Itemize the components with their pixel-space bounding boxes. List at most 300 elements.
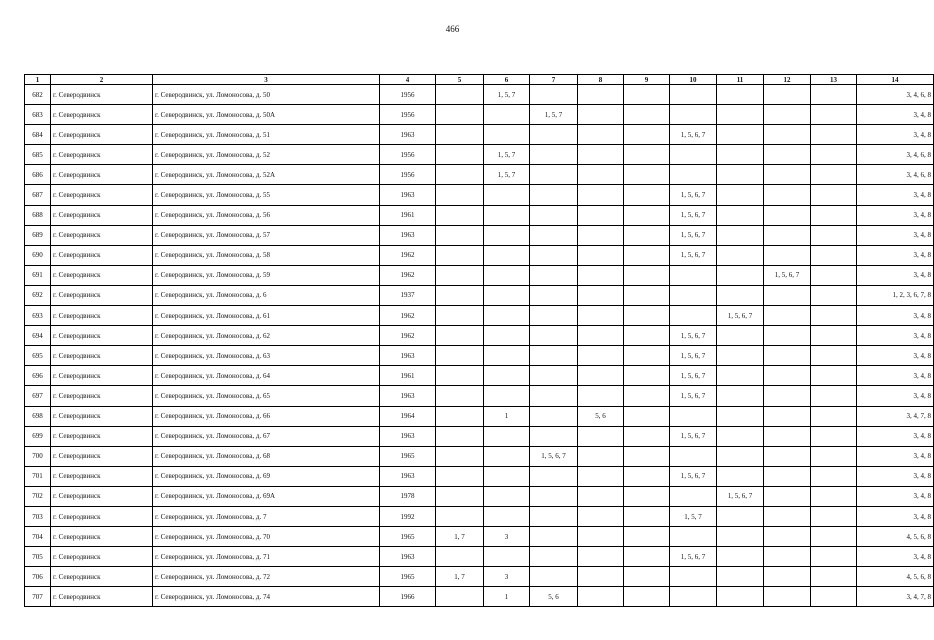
col-9-cell	[624, 145, 670, 165]
col-10-cell: 1, 5, 6, 7	[670, 326, 717, 346]
settlement-cell: г. Северодвинск	[51, 466, 153, 486]
col-12-cell	[764, 506, 811, 526]
settlement-cell: г. Северодвинск	[51, 245, 153, 265]
col-13-cell	[811, 446, 857, 466]
settlement-cell: г. Северодвинск	[51, 165, 153, 185]
settlement-cell: г. Северодвинск	[51, 366, 153, 386]
col-7-cell	[530, 346, 578, 366]
col-6-cell	[484, 185, 530, 205]
table-row	[25, 506, 934, 526]
col-6-cell: 3	[484, 527, 530, 547]
col-10-cell	[670, 587, 717, 607]
col-6-cell: 1, 5, 7	[484, 165, 530, 185]
address-cell: г. Северодвинск, ул. Ломоносова, д. 65	[153, 386, 380, 406]
col-7-cell	[530, 506, 578, 526]
col-14-cell: 3, 4, 8	[857, 105, 934, 125]
col-13-cell	[811, 145, 857, 165]
col-13-cell	[811, 366, 857, 386]
address-cell: г. Северодвинск, ул. Ломоносова, д. 52	[153, 145, 380, 165]
address-cell: г. Северодвинск, ул. Ломоносова, д. 52А	[153, 165, 380, 185]
settlement-cell: г. Северодвинск	[51, 265, 153, 285]
col-12-cell	[764, 466, 811, 486]
row-number-cell: 688	[25, 205, 51, 225]
table-row	[25, 486, 934, 506]
settlement-cell: г. Северодвинск	[51, 446, 153, 466]
year-built-cell: 1956	[380, 105, 436, 125]
row-number-cell: 693	[25, 306, 51, 326]
col-11-cell	[717, 446, 764, 466]
col-6-cell: 1, 5, 7	[484, 85, 530, 105]
table-row	[25, 185, 934, 205]
year-built-cell: 1964	[380, 406, 436, 426]
year-built-cell: 1962	[380, 245, 436, 265]
address-cell: г. Северодвинск, ул. Ломоносова, д. 56	[153, 205, 380, 225]
col-10-cell	[670, 285, 717, 305]
col-5-cell	[436, 346, 484, 366]
col-11-cell	[717, 366, 764, 386]
col-11-cell	[717, 587, 764, 607]
col-14-cell: 3, 4, 7, 8	[857, 587, 934, 607]
col-8-cell	[578, 527, 624, 547]
col-7-cell	[530, 326, 578, 346]
col-11-cell	[717, 346, 764, 366]
col-12-cell	[764, 185, 811, 205]
year-built-cell: 1962	[380, 326, 436, 346]
col-9-cell	[624, 326, 670, 346]
col-10-cell: 1, 5, 6, 7	[670, 185, 717, 205]
col-11-cell	[717, 265, 764, 285]
table-row	[25, 125, 934, 145]
col-13-cell	[811, 306, 857, 326]
column-header: 10	[670, 75, 717, 85]
col-13-cell	[811, 185, 857, 205]
col-10-cell: 1, 5, 6, 7	[670, 466, 717, 486]
col-5-cell	[436, 125, 484, 145]
address-cell: г. Северодвинск, ул. Ломоносова, д. 59	[153, 265, 380, 285]
col-12-cell	[764, 225, 811, 245]
col-11-cell	[717, 225, 764, 245]
col-5-cell	[436, 426, 484, 446]
col-12-cell	[764, 205, 811, 225]
col-14-cell: 3, 4, 8	[857, 506, 934, 526]
col-13-cell	[811, 466, 857, 486]
col-11-cell	[717, 165, 764, 185]
table-row	[25, 406, 934, 426]
col-8-cell	[578, 426, 624, 446]
column-header: 12	[764, 75, 811, 85]
col-9-cell	[624, 306, 670, 326]
address-cell: г. Северодвинск, ул. Ломоносова, д. 74	[153, 587, 380, 607]
col-7-cell	[530, 547, 578, 567]
col-6-cell	[484, 285, 530, 305]
col-10-cell	[670, 85, 717, 105]
settlement-cell: г. Северодвинск	[51, 547, 153, 567]
col-9-cell	[624, 426, 670, 446]
table-row	[25, 165, 934, 185]
year-built-cell: 1992	[380, 506, 436, 526]
col-5-cell	[436, 165, 484, 185]
settlement-cell: г. Северодвинск	[51, 125, 153, 145]
col-7-cell	[530, 245, 578, 265]
table-row	[25, 547, 934, 567]
row-number-cell: 685	[25, 145, 51, 165]
address-cell: г. Северодвинск, ул. Ломоносова, д. 70	[153, 527, 380, 547]
col-5-cell	[436, 386, 484, 406]
col-5-cell	[436, 205, 484, 225]
col-9-cell	[624, 205, 670, 225]
col-8-cell	[578, 567, 624, 587]
year-built-cell: 1956	[380, 165, 436, 185]
col-9-cell	[624, 386, 670, 406]
col-5-cell	[436, 306, 484, 326]
col-12-cell	[764, 85, 811, 105]
table-row	[25, 466, 934, 486]
settlement-cell: г. Северодвинск	[51, 406, 153, 426]
col-6-cell	[484, 506, 530, 526]
row-number-cell: 699	[25, 426, 51, 446]
col-9-cell	[624, 85, 670, 105]
year-built-cell: 1978	[380, 486, 436, 506]
row-number-cell: 691	[25, 265, 51, 285]
col-14-cell: 3, 4, 8	[857, 446, 934, 466]
col-8-cell	[578, 125, 624, 145]
row-number-cell: 690	[25, 245, 51, 265]
col-10-cell	[670, 165, 717, 185]
col-7-cell	[530, 225, 578, 245]
year-built-cell: 1937	[380, 285, 436, 305]
settlement-cell: г. Северодвинск	[51, 346, 153, 366]
table-row	[25, 245, 934, 265]
table-row	[25, 265, 934, 285]
col-14-cell: 3, 4, 8	[857, 346, 934, 366]
col-12-cell	[764, 165, 811, 185]
col-5-cell	[436, 225, 484, 245]
col-13-cell	[811, 225, 857, 245]
col-10-cell	[670, 406, 717, 426]
col-13-cell	[811, 285, 857, 305]
col-11-cell	[717, 466, 764, 486]
col-5-cell	[436, 265, 484, 285]
row-number-cell: 700	[25, 446, 51, 466]
col-12-cell: 1, 5, 6, 7	[764, 265, 811, 285]
address-cell: г. Северодвинск, ул. Ломоносова, д. 66	[153, 406, 380, 426]
address-cell: г. Северодвинск, ул. Ломоносова, д. 61	[153, 306, 380, 326]
year-built-cell: 1961	[380, 205, 436, 225]
column-header: 11	[717, 75, 764, 85]
col-7-cell	[530, 527, 578, 547]
col-9-cell	[624, 506, 670, 526]
col-9-cell	[624, 547, 670, 567]
address-cell: г. Северодвинск, ул. Ломоносова, д. 7	[153, 506, 380, 526]
col-6-cell	[484, 547, 530, 567]
col-9-cell	[624, 527, 670, 547]
col-11-cell	[717, 205, 764, 225]
col-12-cell	[764, 406, 811, 426]
col-12-cell	[764, 125, 811, 145]
settlement-cell: г. Северодвинск	[51, 326, 153, 346]
row-number-cell: 707	[25, 587, 51, 607]
settlement-cell: г. Северодвинск	[51, 486, 153, 506]
address-cell: г. Северодвинск, ул. Ломоносова, д. 69А	[153, 486, 380, 506]
year-built-cell: 1956	[380, 145, 436, 165]
col-6-cell	[484, 346, 530, 366]
table-row	[25, 446, 934, 466]
col-12-cell	[764, 145, 811, 165]
address-cell: г. Северодвинск, ул. Ломоносова, д. 72	[153, 567, 380, 587]
col-9-cell	[624, 165, 670, 185]
col-14-cell: 3, 4, 7, 8	[857, 406, 934, 426]
col-10-cell: 1, 5, 6, 7	[670, 426, 717, 446]
col-12-cell	[764, 306, 811, 326]
table-row	[25, 306, 934, 326]
col-10-cell	[670, 446, 717, 466]
row-number-cell: 692	[25, 285, 51, 305]
address-cell: г. Северодвинск, ул. Ломоносова, д. 68	[153, 446, 380, 466]
year-built-cell: 1965	[380, 567, 436, 587]
col-5-cell	[436, 326, 484, 346]
col-7-cell	[530, 466, 578, 486]
col-13-cell	[811, 386, 857, 406]
col-13-cell	[811, 587, 857, 607]
col-7-cell: 1, 5, 7	[530, 105, 578, 125]
col-5-cell	[436, 406, 484, 426]
col-6-cell	[484, 386, 530, 406]
row-number-cell: 696	[25, 366, 51, 386]
settlement-cell: г. Северодвинск	[51, 145, 153, 165]
column-header: 6	[484, 75, 530, 85]
col-13-cell	[811, 205, 857, 225]
settlement-cell: г. Северодвинск	[51, 567, 153, 587]
col-10-cell	[670, 486, 717, 506]
col-7-cell	[530, 285, 578, 305]
col-6-cell	[484, 225, 530, 245]
col-10-cell: 1, 5, 6, 7	[670, 245, 717, 265]
address-cell: г. Северодвинск, ул. Ломоносова, д. 6	[153, 285, 380, 305]
row-number-cell: 698	[25, 406, 51, 426]
table-row	[25, 85, 934, 105]
address-cell: г. Северодвинск, ул. Ломоносова, д. 63	[153, 346, 380, 366]
col-9-cell	[624, 285, 670, 305]
col-14-cell: 3, 4, 6, 8	[857, 145, 934, 165]
col-14-cell: 3, 4, 6, 8	[857, 165, 934, 185]
col-5-cell	[436, 486, 484, 506]
col-6-cell	[484, 486, 530, 506]
col-8-cell: 5, 6	[578, 406, 624, 426]
col-14-cell: 3, 4, 8	[857, 306, 934, 326]
col-14-cell: 3, 4, 8	[857, 326, 934, 346]
col-9-cell	[624, 587, 670, 607]
col-5-cell	[436, 506, 484, 526]
row-number-cell: 703	[25, 506, 51, 526]
col-14-cell: 4, 5, 6, 8	[857, 567, 934, 587]
col-9-cell	[624, 125, 670, 145]
col-5-cell	[436, 85, 484, 105]
col-14-cell: 3, 4, 8	[857, 547, 934, 567]
col-14-cell: 3, 4, 8	[857, 466, 934, 486]
year-built-cell: 1962	[380, 306, 436, 326]
col-8-cell	[578, 205, 624, 225]
col-11-cell	[717, 125, 764, 145]
col-9-cell	[624, 225, 670, 245]
col-10-cell: 1, 5, 7	[670, 506, 717, 526]
year-built-cell: 1965	[380, 446, 436, 466]
col-13-cell	[811, 426, 857, 446]
col-8-cell	[578, 245, 624, 265]
column-header: 4	[380, 75, 436, 85]
col-6-cell	[484, 326, 530, 346]
col-14-cell: 3, 4, 8	[857, 225, 934, 245]
col-6-cell	[484, 366, 530, 386]
col-7-cell	[530, 306, 578, 326]
col-5-cell	[436, 185, 484, 205]
row-number-cell: 682	[25, 85, 51, 105]
col-10-cell	[670, 265, 717, 285]
address-cell: г. Северодвинск, ул. Ломоносова, д. 50	[153, 85, 380, 105]
year-built-cell: 1963	[380, 547, 436, 567]
col-7-cell	[530, 426, 578, 446]
year-built-cell: 1966	[380, 587, 436, 607]
col-6-cell: 3	[484, 567, 530, 587]
col-5-cell	[436, 466, 484, 486]
col-7-cell	[530, 567, 578, 587]
column-header: 3	[153, 75, 380, 85]
col-5-cell	[436, 105, 484, 125]
col-14-cell: 3, 4, 8	[857, 486, 934, 506]
col-14-cell: 3, 4, 8	[857, 265, 934, 285]
col-11-cell	[717, 145, 764, 165]
address-cell: г. Северодвинск, ул. Ломоносова, д. 51	[153, 125, 380, 145]
col-10-cell: 1, 5, 6, 7	[670, 366, 717, 386]
col-6-cell	[484, 105, 530, 125]
col-6-cell	[484, 265, 530, 285]
col-13-cell	[811, 406, 857, 426]
settlement-cell: г. Северодвинск	[51, 105, 153, 125]
col-11-cell: 1, 5, 6, 7	[717, 306, 764, 326]
col-8-cell	[578, 225, 624, 245]
column-header: 9	[624, 75, 670, 85]
col-5-cell	[436, 285, 484, 305]
col-13-cell	[811, 85, 857, 105]
table-row	[25, 285, 934, 305]
col-10-cell: 1, 5, 6, 7	[670, 205, 717, 225]
col-7-cell: 1, 5, 6, 7	[530, 446, 578, 466]
col-14-cell: 3, 4, 8	[857, 125, 934, 145]
col-8-cell	[578, 105, 624, 125]
col-6-cell: 1, 5, 7	[484, 145, 530, 165]
row-number-cell: 701	[25, 466, 51, 486]
col-6-cell	[484, 245, 530, 265]
col-10-cell	[670, 105, 717, 125]
col-9-cell	[624, 105, 670, 125]
col-11-cell	[717, 567, 764, 587]
table-row	[25, 205, 934, 225]
col-12-cell	[764, 486, 811, 506]
col-9-cell	[624, 245, 670, 265]
row-number-cell: 702	[25, 486, 51, 506]
col-11-cell	[717, 527, 764, 547]
address-cell: г. Северодвинск, ул. Ломоносова, д. 50А	[153, 105, 380, 125]
col-13-cell	[811, 105, 857, 125]
col-10-cell	[670, 145, 717, 165]
col-6-cell	[484, 446, 530, 466]
header-row	[25, 75, 934, 85]
col-8-cell	[578, 466, 624, 486]
col-12-cell	[764, 587, 811, 607]
year-built-cell: 1956	[380, 85, 436, 105]
col-12-cell	[764, 346, 811, 366]
col-7-cell	[530, 486, 578, 506]
column-header: 14	[857, 75, 934, 85]
column-header: 5	[436, 75, 484, 85]
col-9-cell	[624, 446, 670, 466]
col-5-cell	[436, 145, 484, 165]
address-cell: г. Северодвинск, ул. Ломоносова, д. 58	[153, 245, 380, 265]
col-12-cell	[764, 567, 811, 587]
col-7-cell	[530, 85, 578, 105]
col-10-cell	[670, 306, 717, 326]
col-6-cell: 1	[484, 406, 530, 426]
col-5-cell: 1, 7	[436, 567, 484, 587]
col-8-cell	[578, 386, 624, 406]
register-table	[24, 74, 934, 607]
row-number-cell: 705	[25, 547, 51, 567]
col-10-cell	[670, 527, 717, 547]
col-7-cell	[530, 125, 578, 145]
col-13-cell	[811, 165, 857, 185]
year-built-cell: 1963	[380, 225, 436, 245]
col-7-cell	[530, 386, 578, 406]
col-8-cell	[578, 185, 624, 205]
col-7-cell	[530, 265, 578, 285]
col-6-cell	[484, 466, 530, 486]
col-11-cell	[717, 406, 764, 426]
col-7-cell: 5, 6	[530, 587, 578, 607]
col-13-cell	[811, 245, 857, 265]
year-built-cell: 1963	[380, 386, 436, 406]
col-8-cell	[578, 486, 624, 506]
row-number-cell: 704	[25, 527, 51, 547]
address-cell: г. Северодвинск, ул. Ломоносова, д. 62	[153, 326, 380, 346]
address-cell: г. Северодвинск, ул. Ломоносова, д. 67	[153, 426, 380, 446]
col-10-cell: 1, 5, 6, 7	[670, 125, 717, 145]
col-14-cell: 3, 4, 8	[857, 366, 934, 386]
col-11-cell	[717, 185, 764, 205]
col-9-cell	[624, 265, 670, 285]
col-8-cell	[578, 326, 624, 346]
col-9-cell	[624, 366, 670, 386]
col-7-cell	[530, 205, 578, 225]
table-row	[25, 386, 934, 406]
row-number-cell: 683	[25, 105, 51, 125]
col-10-cell: 1, 5, 6, 7	[670, 225, 717, 245]
year-built-cell: 1963	[380, 346, 436, 366]
col-14-cell: 4, 5, 6, 8	[857, 527, 934, 547]
col-11-cell	[717, 105, 764, 125]
address-cell: г. Северодвинск, ул. Ломоносова, д. 71	[153, 547, 380, 567]
col-13-cell	[811, 527, 857, 547]
address-cell: г. Северодвинск, ул. Ломоносова, д. 69	[153, 466, 380, 486]
col-9-cell	[624, 466, 670, 486]
col-13-cell	[811, 125, 857, 145]
table-row	[25, 326, 934, 346]
col-5-cell	[436, 245, 484, 265]
col-13-cell	[811, 486, 857, 506]
row-number-cell: 697	[25, 386, 51, 406]
col-8-cell	[578, 165, 624, 185]
column-header: 13	[811, 75, 857, 85]
col-5-cell	[436, 587, 484, 607]
year-built-cell: 1963	[380, 426, 436, 446]
